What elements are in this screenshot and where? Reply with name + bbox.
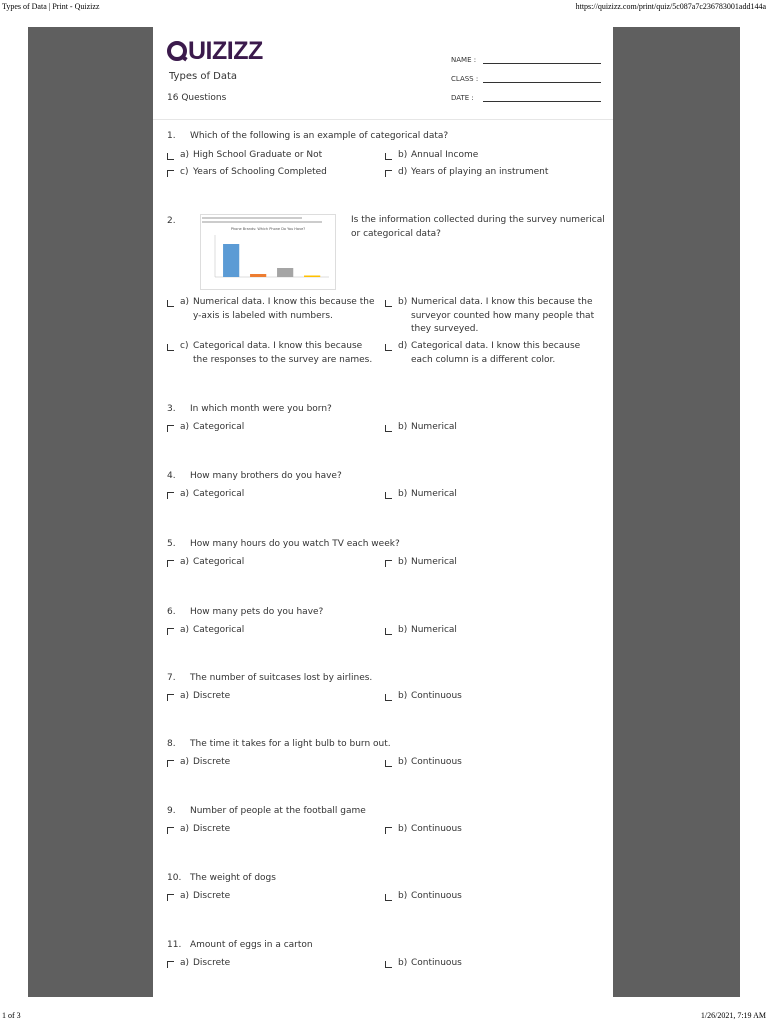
checkbox-icon[interactable] (167, 492, 174, 499)
chart-bar (277, 268, 293, 277)
checkbox-icon[interactable] (385, 170, 392, 177)
checkbox-icon[interactable] (167, 760, 174, 767)
question-text: Number of people at the football game (190, 806, 366, 816)
question-4: 4. How many brothers do you have? a) Categorical b) Numerical (167, 471, 597, 501)
option-b[interactable]: b) Continuous (385, 890, 597, 904)
option-a[interactable]: a) Discrete (167, 823, 379, 837)
date-field (451, 83, 601, 102)
chart-caption-line (202, 217, 302, 219)
question-number: 2. (167, 216, 176, 226)
chart-caption-line (202, 221, 322, 223)
print-footer (0, 1008, 768, 1024)
checkbox-icon[interactable] (385, 153, 392, 160)
option-a[interactable]: a) Discrete (167, 756, 379, 770)
question-2 (167, 214, 605, 374)
print-page-title: Types of Data | Print - Quizizz (2, 2, 100, 11)
question-9: 9. Number of people at the football game a) Discrete b) Continuous (167, 806, 597, 836)
question-6: 6. How many pets do you have? a) Categorical b) Numerical (167, 607, 597, 637)
question-text: Amount of eggs in a carton (190, 940, 313, 950)
question-text: Which of the following is an example of categorical data? (190, 131, 449, 141)
quiz-title: Types of Data (169, 71, 238, 82)
name-label: NAME : (451, 56, 477, 64)
chart-bar (223, 244, 239, 277)
option-b[interactable]: b) Numerical (385, 624, 597, 638)
checkbox-icon[interactable] (385, 694, 392, 701)
page-count: 1 of 3 (2, 1011, 21, 1020)
class-line (483, 72, 601, 83)
option-b[interactable]: b) Continuous (385, 957, 597, 971)
checkbox-icon[interactable] (167, 894, 174, 901)
question-text: In which month were you born? (190, 404, 332, 414)
name-line (483, 53, 601, 64)
checkbox-icon[interactable] (167, 300, 174, 307)
option-a[interactable]: a) High School Graduate or Not (167, 149, 379, 163)
option-b[interactable]: b) Numerical (385, 556, 597, 570)
option-b[interactable]: b) Numerical data. I know this because the surveyor counted how many people that they surveyed. (385, 296, 597, 337)
question-10: 10. The weight of dogs a) Discrete b) Continuous (167, 873, 597, 903)
checkbox-icon[interactable] (385, 827, 392, 834)
chart-title: Phone Brands: Which Phone Do You Have? (230, 227, 306, 231)
logo-q-icon (167, 41, 187, 61)
option-a[interactable]: a) Numerical data. I know this because the y-axis is labeled with numbers. (167, 296, 379, 323)
question-11: 11. Amount of eggs in a carton a) Discrete b) Continuous (167, 940, 597, 970)
checkbox-icon[interactable] (385, 300, 392, 307)
checkbox-icon[interactable] (167, 694, 174, 701)
checkbox-icon[interactable] (167, 628, 174, 635)
header-divider (153, 119, 613, 120)
checkbox-icon[interactable] (385, 628, 392, 635)
print-header (0, 0, 768, 14)
question-1 (167, 131, 597, 177)
option-b[interactable]: b) Numerical (385, 421, 597, 435)
checkbox-icon[interactable] (167, 153, 174, 160)
checkbox-icon[interactable] (167, 344, 174, 351)
checkbox-icon[interactable] (167, 170, 174, 177)
option-c[interactable]: c) Categorical data. I know this because the responses to the survey are names. (167, 340, 379, 367)
question-text: The number of suitcases lost by airlines. (190, 673, 373, 683)
checkbox-icon[interactable] (385, 492, 392, 499)
question-text: How many brothers do you have? (190, 471, 342, 481)
question-text: Is the information collected during the survey numerical or categorical data? (351, 215, 605, 239)
question-8: 8. The time it takes for a light bulb to burn out. a) Discrete b) Continuous (167, 739, 597, 769)
option-a[interactable]: a) Discrete (167, 957, 379, 971)
date-label: DATE : (451, 94, 474, 102)
option-b[interactable]: b) Continuous (385, 690, 597, 704)
print-url: https://quizizz.com/print/quiz/5c087a7c236783001add144a (575, 2, 766, 11)
question-text: The time it takes for a light bulb to burn out. (190, 739, 391, 749)
class-label: CLASS : (451, 75, 479, 83)
checkbox-icon[interactable] (385, 760, 392, 767)
quizizz-logo: UIZIZZ (167, 37, 263, 66)
class-field (451, 64, 601, 83)
option-a[interactable]: a) Discrete (167, 690, 379, 704)
quiz-page (153, 27, 613, 997)
option-b[interactable]: b) Numerical (385, 488, 597, 502)
checkbox-icon[interactable] (385, 560, 392, 567)
checkbox-icon[interactable] (167, 425, 174, 432)
checkbox-icon[interactable] (385, 425, 392, 432)
option-b[interactable]: b) Annual Income (385, 149, 597, 163)
option-b[interactable]: b) Continuous (385, 756, 597, 770)
option-d[interactable]: d) Years of playing an instrument (385, 166, 597, 180)
question-text: How many pets do you have? (190, 607, 324, 617)
option-d[interactable]: d) Categorical data. I know this because each column is a different color. (385, 340, 597, 367)
print-datetime: 1/26/2021, 7:19 AM (700, 1011, 766, 1020)
question-7: 7. The number of suitcases lost by airlines. a) Discrete b) Continuous (167, 673, 597, 703)
option-c[interactable]: c) Years of Schooling Completed (167, 166, 379, 180)
question-number: 1. (167, 131, 176, 141)
checkbox-icon[interactable] (167, 560, 174, 567)
option-b[interactable]: b) Continuous (385, 823, 597, 837)
option-a[interactable]: a) Categorical (167, 421, 379, 435)
question-text: How many hours do you watch TV each week? (190, 539, 400, 549)
date-line (483, 91, 601, 102)
option-a[interactable]: a) Categorical (167, 556, 379, 570)
survey-chart-image (200, 214, 336, 290)
question-count: 16 Questions (167, 93, 227, 103)
option-a[interactable]: a) Categorical (167, 624, 379, 638)
chart-bar (250, 274, 266, 277)
name-field (451, 45, 601, 64)
checkbox-icon[interactable] (385, 894, 392, 901)
option-a[interactable]: a) Categorical (167, 488, 379, 502)
checkbox-icon[interactable] (385, 344, 392, 351)
student-info-fields (451, 45, 601, 102)
checkbox-icon[interactable] (385, 961, 392, 968)
chart-bar (304, 276, 320, 278)
question-text: The weight of dogs (190, 873, 276, 883)
checkbox-icon[interactable] (167, 961, 174, 968)
question-3: 3. In which month were you born? a) Categorical b) Numerical (167, 404, 597, 434)
option-a[interactable]: a) Discrete (167, 890, 379, 904)
bar-chart (201, 215, 335, 289)
checkbox-icon[interactable] (167, 827, 174, 834)
question-5: 5. How many hours do you watch TV each week? a) Categorical b) Numerical (167, 539, 597, 569)
